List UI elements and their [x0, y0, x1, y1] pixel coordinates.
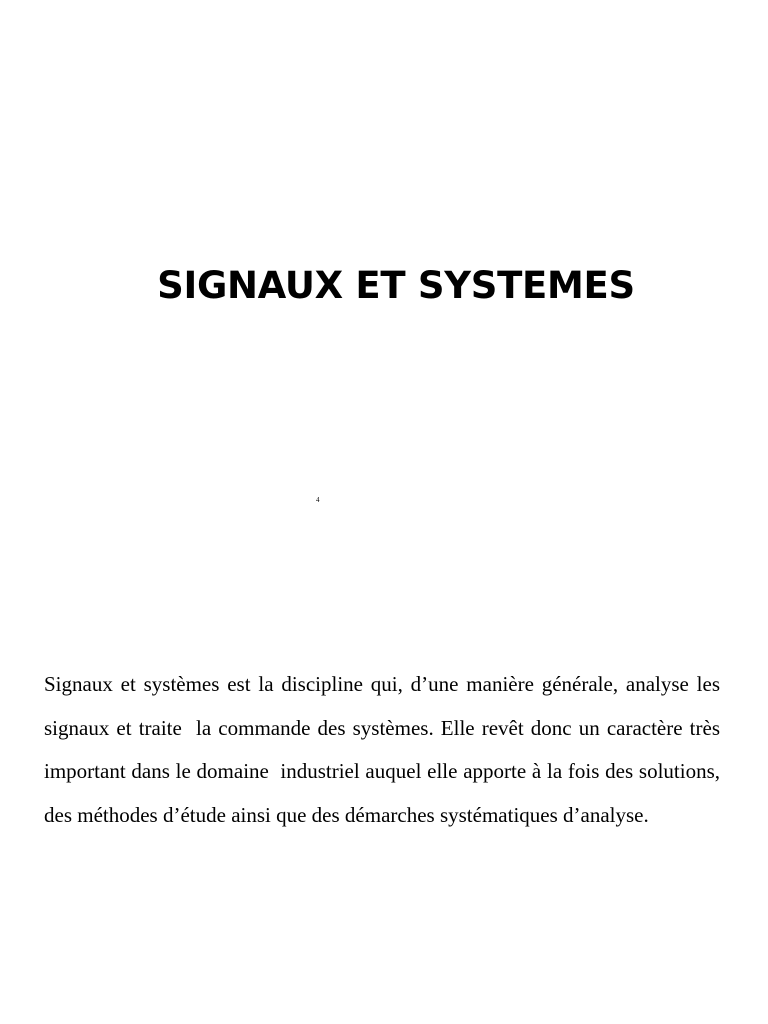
page-title: SIGNAUX ET SYSTEMES — [157, 264, 635, 307]
small-marker: 4 — [316, 496, 320, 504]
intro-paragraph: Signaux et systèmes est la discipline qui, d’une manière générale, analyse les signaux et traite la commande des systèmes. Elle revêt donc un caractère très important dans le domaine industriel auquel elle apporte à la fois des solutions, des méthodes d’étude ainsi que des démarches systématiques d’analyse. — [44, 672, 726, 827]
